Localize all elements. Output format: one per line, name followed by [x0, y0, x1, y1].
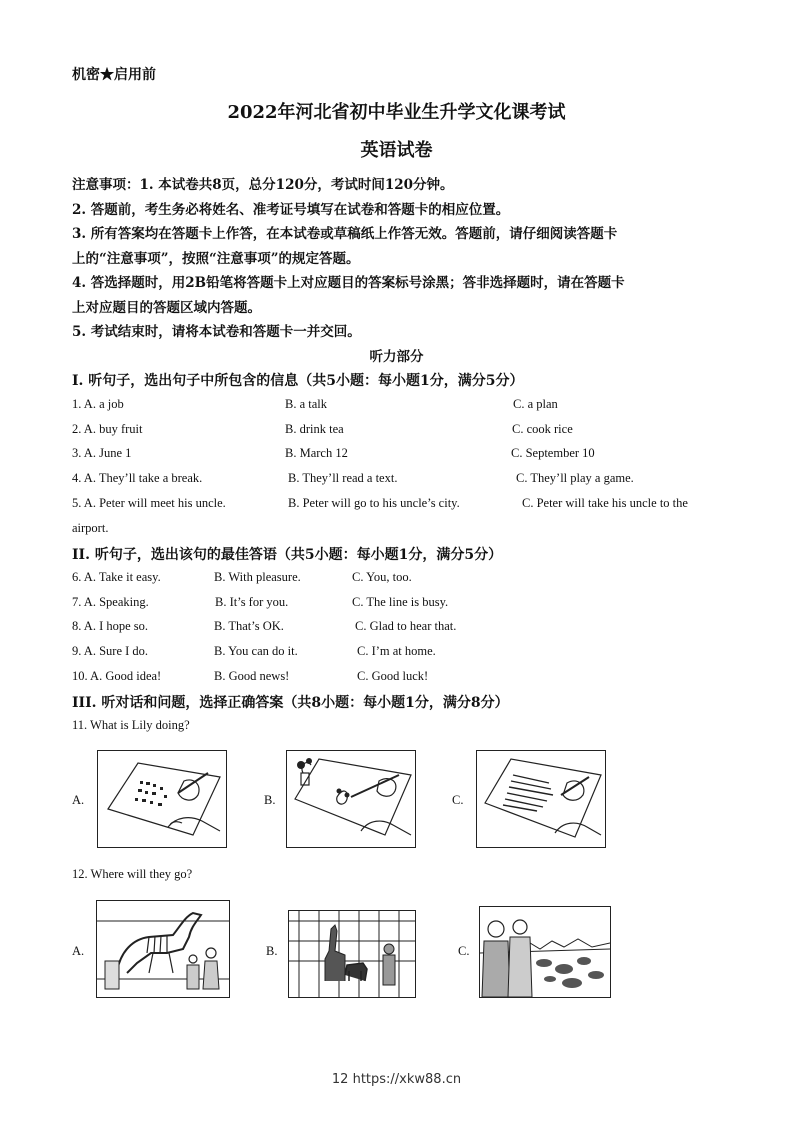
q11-image-c [476, 750, 606, 848]
q12-label-b: B. [266, 944, 278, 958]
note-line: 4. 答选择题时，用2B铅笔将答题卡上对应题目的答案标号涂黑；答非选择题时，请在答题卡 [72, 275, 625, 291]
q5-option-c: C. Peter will take his uncle to the [522, 496, 688, 510]
q12-label-a: A. [72, 944, 85, 958]
q6-option-a: 6. A. Take it easy. [72, 570, 161, 584]
q8-option-b: B. That’s OK. [214, 619, 284, 633]
exam-subtitle: 英语试卷 [360, 140, 433, 161]
q10-option-a: 10. A. Good idea! [72, 669, 162, 683]
q11-label-c: C. [452, 793, 464, 807]
q11-image-b [286, 750, 416, 848]
q2-option-a: 2. A. buy fruit [72, 422, 143, 436]
q1-option-a: 1. A. a job [72, 397, 124, 411]
q9-option-a: 9. A. Sure I do. [72, 644, 149, 658]
q11-label-a: A. [72, 793, 85, 807]
q9-option-c: C. I’m at home. [357, 644, 436, 658]
q7-option-c: C. The line is busy. [352, 595, 449, 609]
q5-option-b: B. Peter will go to his uncle’s city. [288, 496, 460, 510]
q12-image-a [96, 900, 230, 998]
q3-option-a: 3. A. June 1 [72, 446, 132, 460]
q4-option-a: 4. A. They’ll take a break. [72, 471, 203, 485]
q1-option-c: C. a plan [513, 397, 558, 411]
q7-option-a: 7. A. Speaking. [72, 595, 149, 609]
note-line: 上的“注意事项”，按照“注意事项”的规定答题。 [72, 251, 360, 267]
q4-option-b: B. They’ll read a text. [288, 471, 398, 485]
q2-option-c: C. cook rice [512, 422, 573, 436]
q3-option-b: B. March 12 [285, 446, 348, 460]
q12-image-c [479, 906, 611, 998]
q1-option-b: B. a talk [285, 397, 328, 411]
section3-heading: III. 听对话和问题，选择正确答案（共8小题：每小题1分，满分8分） [72, 695, 509, 711]
q6-option-b: B. With pleasure. [214, 570, 301, 584]
q10-option-b: B. Good news! [214, 669, 290, 683]
listening-heading: 听力部分 [369, 349, 424, 365]
q8-option-a: 8. A. I hope so. [72, 619, 149, 633]
q11-label-b: B. [264, 793, 276, 807]
q11-prompt: 11. What is Lily doing? [72, 718, 190, 732]
q12-label-c: C. [458, 944, 470, 958]
q2-option-b: B. drink tea [285, 422, 344, 436]
section1-heading: Ⅰ. 听句子，选出句子中所包含的信息（共5小题：每小题1分，满分5分） [72, 373, 524, 389]
exam-title: 2022年河北省初中毕业生升学文化课考试 [227, 102, 566, 123]
q5-option-c-continued: airport. [72, 521, 109, 535]
confidential-mark: 机密★启用前 [72, 67, 156, 83]
note-line: 3. 所有答案均在答题卡上作答，在本试卷或草稿纸上作答无效。答题前，请仔细阅读答题卡 [72, 226, 618, 242]
q7-option-b: B. It’s for you. [215, 595, 289, 609]
q4-option-c: C. They’ll play a game. [516, 471, 634, 485]
q3-option-c: C. September 10 [511, 446, 595, 460]
page-footer: 12 https://xkw88.cn [331, 1072, 462, 1087]
q12-image-b [288, 910, 416, 998]
q12-prompt: 12. Where will they go? [72, 867, 193, 881]
note-line: 注意事项：1. 本试卷共8页，总分120分，考试时间120分钟。 [72, 177, 454, 193]
q10-option-c: C. Good luck! [357, 669, 429, 683]
q6-option-c: C. You, too. [352, 570, 412, 584]
q11-image-a [97, 750, 227, 848]
q5-option-a: 5. A. Peter will meet his uncle. [72, 496, 226, 510]
note-line: 2. 答题前，考生务必将姓名、准考证号填写在试卷和答题卡的相应位置。 [72, 202, 510, 218]
note-line: 上对应题目的答题区域内答题。 [72, 300, 261, 316]
q9-option-b: B. You can do it. [214, 644, 298, 658]
q8-option-c: C. Glad to hear that. [355, 619, 457, 633]
note-line: 5. 考试结束时，请将本试卷和答题卡一并交回。 [72, 324, 361, 340]
section2-heading: II. 听句子，选出该句的最佳答语（共5小题：每小题1分，满分5分） [72, 547, 503, 563]
